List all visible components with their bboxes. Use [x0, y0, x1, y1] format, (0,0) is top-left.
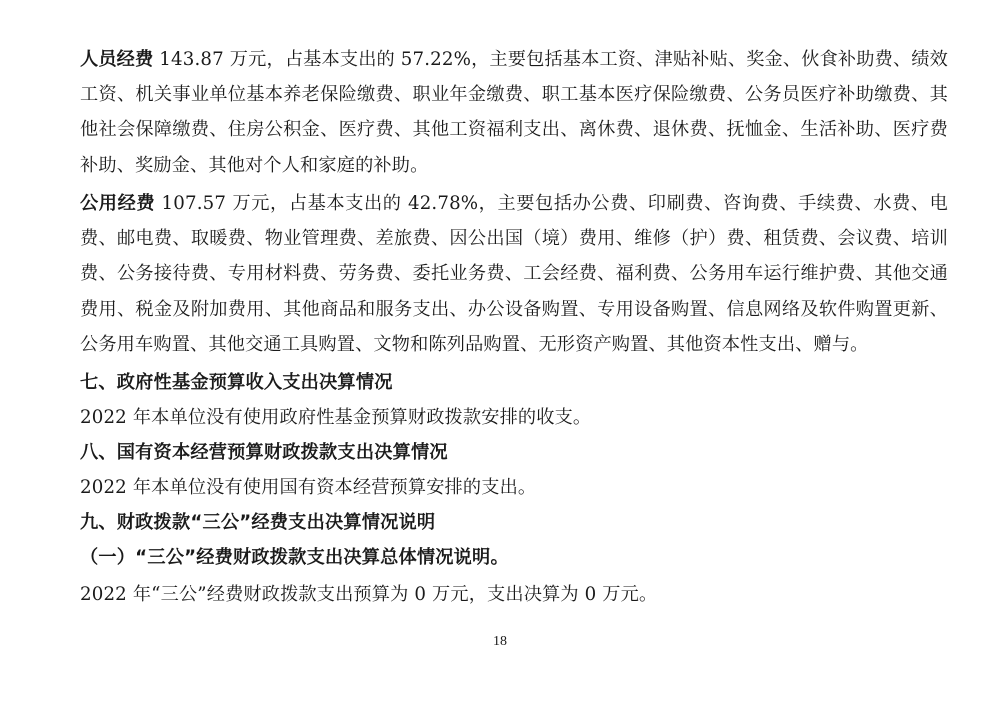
- page-number: 18: [493, 634, 507, 649]
- personnel-expense-label: 人员经费: [80, 49, 154, 70]
- public-expense-text: 107.57 万元，占基本支出的 42.78%，主要包括办公费、印刷费、咨询费、手续费、水费、电费、邮电费、取暖费、物业管理费、差旅费、因公出国（境）费用、维修（护）费、租赁费、会议费、培训费、公务接待费、专用材料费、劳务费、委托业务费、工会经费、福利费、公务用车运行维护费、其他交通费用、税金及附加费用、其他商品和服务支出、办公设备购置、专用设备购置、信息网络及软件购置更新、公务用车购置、其他交通工具购置、文物和陈列品购置、无形资产购置、其他资本性支出、赠与。: [80, 193, 948, 355]
- personnel-expense-text: 143.87 万元，占基本支出的 57.22%，主要包括基本工资、津贴补贴、奖金、伙食补助费、绩效工资、机关事业单位基本养老保险缴费、职业年金缴费、职工基本医疗保险缴费、公务员医疗补助缴费、其他社会保障缴费、住房公积金、医疗费、其他工资福利支出、离休费、退休费、抚恤金、生活补助、医疗费补助、奖励金、其他对个人和家庭的补助。: [80, 49, 948, 176]
- section9-body: 2022 年“三公”经费财政拨款支出预算为 0 万元，支出决算为 0 万元。: [80, 584, 658, 605]
- public-expense-label: 公用经费: [80, 193, 156, 214]
- personnel-expense-paragraph: [80, 42, 948, 183]
- section7-body: 2022 年本单位没有使用政府性基金预算财政拨款安排的收支。: [80, 407, 592, 428]
- public-expense-paragraph: [80, 186, 948, 362]
- section7-heading: 七、政府性基金预算收入支出决算情况: [80, 372, 393, 393]
- section9-subheading: （一）“三公”经费财政拨款支出决算总体情况说明。: [80, 547, 509, 568]
- section8-body: 2022 年本单位没有使用国有资本经营预算安排的支出。: [80, 477, 537, 498]
- section8-heading: 八、国有资本经营预算财政拨款支出决算情况: [80, 442, 448, 463]
- section9-heading: 九、财政拨款“三公”经费支出决算情况说明: [80, 512, 436, 533]
